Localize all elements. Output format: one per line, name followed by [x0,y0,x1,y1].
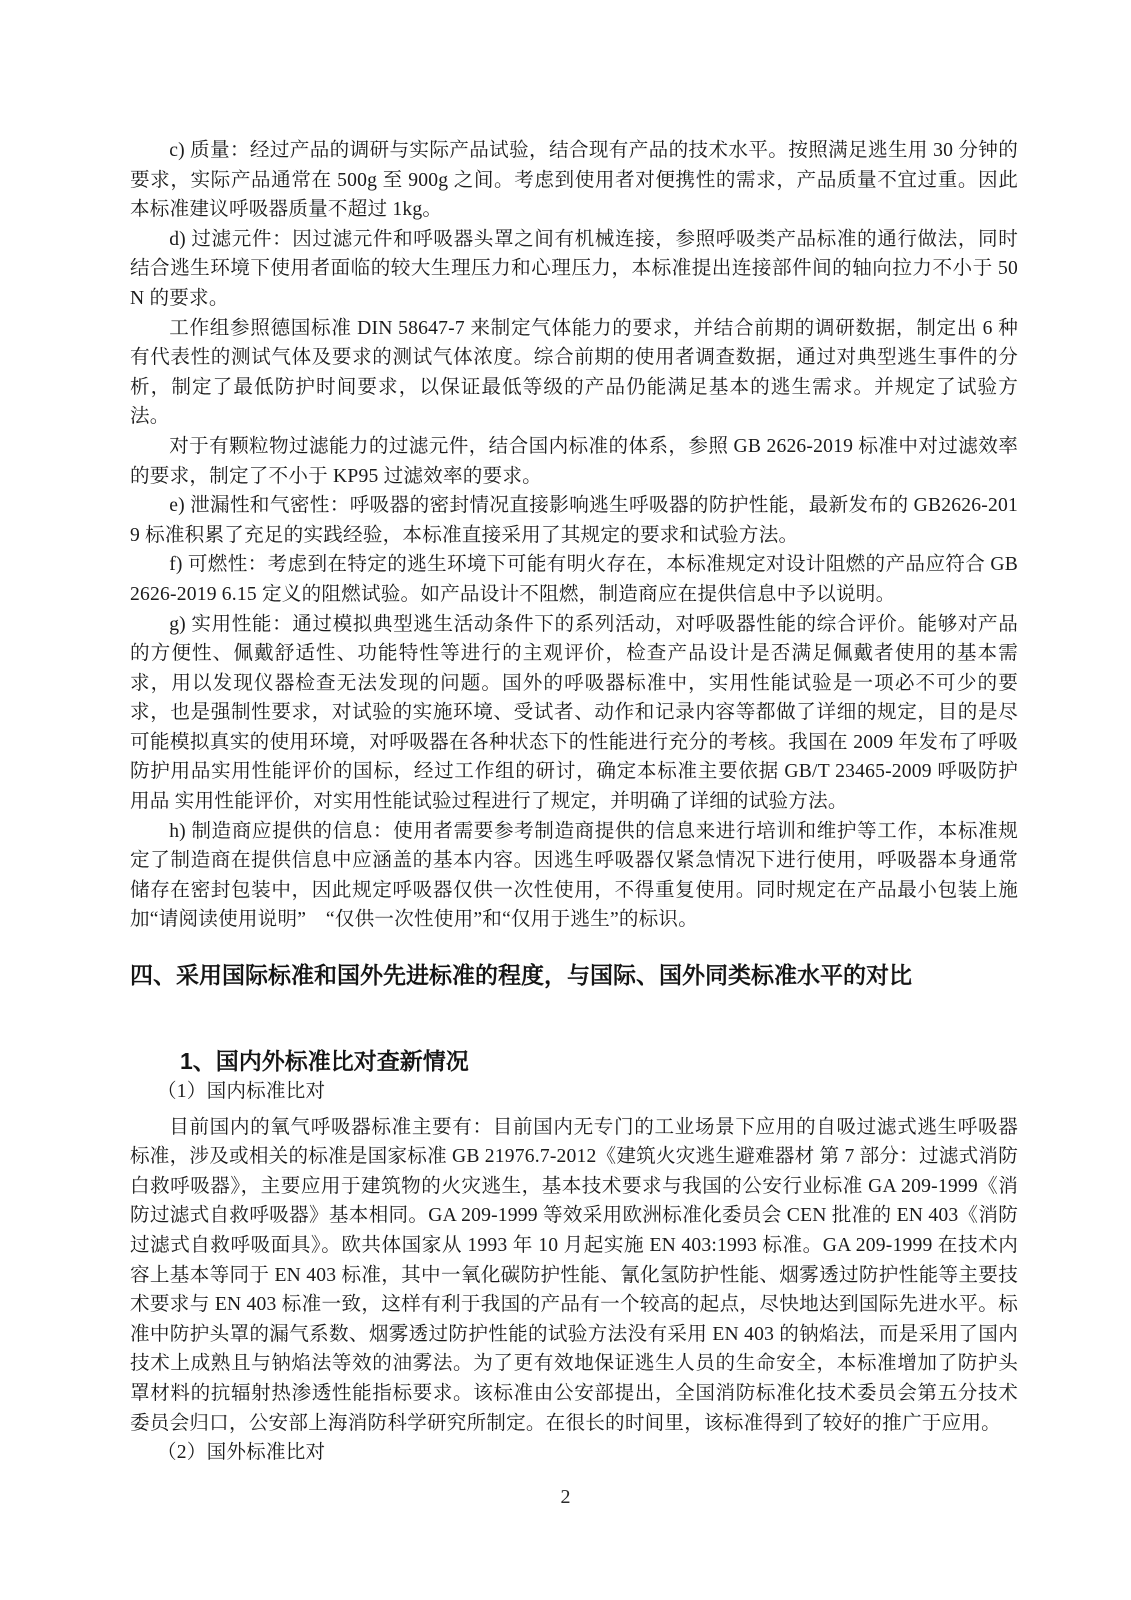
page-content [130,136,1018,1468]
list-item-domestic-comparison: （1）国内标准比对 [157,1081,326,1103]
paragraph-workgroup-din: 工作组参照德国标准 DIN 58647-7 来制定气体能力的要求，并结合前期的调研数据，制定出 6 种有代表性的测试气体及要求的测试气体浓度。综合前期的使用者调查数据，通过对典型逃生事件的分析，制定了最低防护时间要求，以保证最低等级的产品仍能满足基本的逃生需求。并规定了试验方法。 [130,317,1018,428]
paragraph-particle-filter: 对于有颗粒物过滤能力的过滤元件，结合国内标准的体系，参照 GB 2626-2019 标准中对过滤效率的要求，制定了不小于 KP95 过滤效率的要求。 [130,435,1018,487]
page-number: 2 [560,1486,571,1508]
paragraph-d-filter-element: d) 过滤元件：因过滤元件和呼吸器头罩之间有机械连接，参照呼吸类产品标准的通行做法，同时结合逃生环境下使用者面临的较大生理压力和心理压力，本标准提出连接部件间的轴向拉力不小于 50N 的要求。 [130,228,1018,309]
subsection-heading-1: 1、国内外标准比对查新情况 [180,1048,469,1075]
paragraph-e-leakage: e) 泄漏性和气密性：呼吸器的密封情况直接影响逃生呼吸器的防护性能，最新发布的 GB2626-2019 标准积累了充足的实践经验，本标准直接采用了其规定的要求和试验方法。 [130,495,1018,546]
paragraph-domestic-comparison: 目前国内的氧气呼吸器标准主要有：目前国内无专门的工业场景下应用的自吸过滤式逃生呼吸器标准，涉及或相关的标准是国家标准 GB 21976.7-2012《建筑火灾逃生避难器材 第 7 部分：过滤式消防白救呼吸器》，主要应用于建筑物的火灾逃生，基本技术要求与我国的公安行业标准 GA 209-1999《消防过滤式自救呼吸器》基本相同。GA 209-1999 等效采用欧洲标准化委员会 CEN 批准的 EN 403《消防过滤式自救呼吸面具》。欧共体国家从 1993 年 10 月起实施 EN 403:1993 标准。GA 209-1999 在技术内容上基本等同于 EN 403 标准，其中一氧化碳防护性能、氰化氢防护性能、烟雾透过防护性能等主要技术要求与 EN 403 标准一致，这样有利于我国的产品有一个较高的起点，尽快地达到国际先进水平。标准中防护头罩的漏气系数、烟雾透过防护性能的试验方法没有采用 EN 403 的钠焰法，而是采用了国内技术上成熟且与钠焰法等效的油雾法。为了更有效地保证逃生人员的生命安全，本标准增加了防护头罩材料的抗辐射热渗透性能指标要求。该标准由公安部提出，全国消防标准化技术委员会第五分技术委员会归口，公安部上海消防科学研究所制定。在很长的时间里，该标准得到了较好的推广于应用。 [130,1116,1018,1434]
paragraph-g-practical-performance: g) 实用性能：通过模拟典型逃生活动条件下的系列活动，对呼吸器性能的综合评价。能够对产品的方便性、佩戴舒适性、功能特性等进行的主观评价，检查产品设计是否满足佩戴者使用的基本需求，用以发现仪器检查无法发现的问题。国外的呼吸器标准中，实用性能试验是一项必不可少的要求，也是强制性要求，对试验的实施环境、受试者、动作和记录内容等都做了详细的规定，目的是尽可能模拟真实的使用环境，对呼吸器在各种状态下的性能进行充分的考核。我国在 2009 年发布了呼吸防护用品实用性能评价的国标，经过工作组的研讨，确定本标准主要依据 GB/T 23465-2009 呼吸防护用品 实用性能评价，对实用性能试验过程进行了规定，并明确了详细的试验方法。 [130,613,1018,813]
paragraph-h-manufacturer-info: h) 制造商应提供的信息：使用者需要参考制造商提供的信息来进行培训和维护等工作，本标准规定了制造商在提供信息中应涵盖的基本内容。因逃生呼吸器仅紧急情况下进行使用，呼吸器本身通常储存在密封包装中，因此规定呼吸器仅供一次性使用，不得重复使用。同时规定在产品最小包装上施加“请阅读使用说明” “仅供一次性使用”和“仅用于逃生”的标识。 [130,820,1018,931]
paragraph-c-quality: c) 质量：经过产品的调研与实际产品试验，结合现有产品的技术水平。按照满足逃生用 30 分钟的要求，实际产品通常在 500g 至 900g 之间。考虑到使用者对便携性的需求，产品质量不宜过重。因此本标准建议呼吸器质量不超过 1kg。 [130,140,1018,221]
paragraph-f-flammability: f) 可燃性：考虑到在特定的逃生环境下可能有明火存在，本标准规定对设计阻燃的产品应符合 GB2626-2019 6.15 定义的阻燃试验。如产品设计不阻燃，制造商应在提供信息中予以说明。 [130,554,1018,605]
list-item-foreign-comparison: （2）国外标准比对 [157,1442,326,1464]
section-heading-4: 四、采用国际标准和国外先进标准的程度，与国际、国外同类标准水平的对比 [130,962,912,989]
